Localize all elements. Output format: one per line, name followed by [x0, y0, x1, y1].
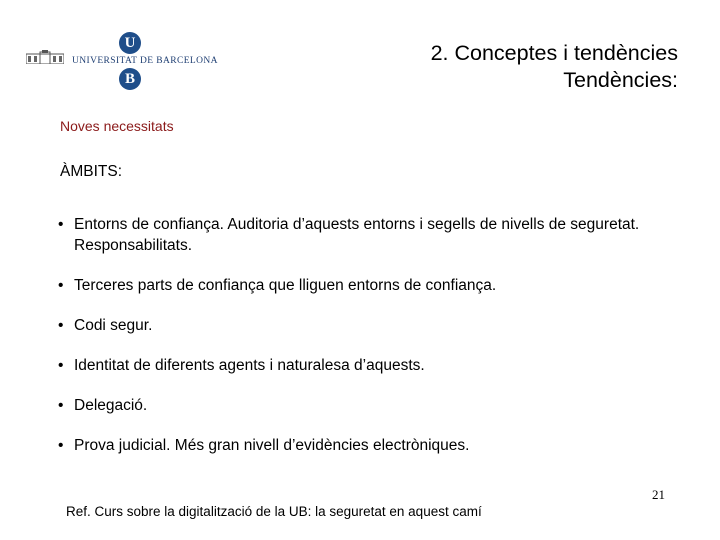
bullet-item: • Identitat de diferents agents i naturalesa d’aquests. — [58, 355, 668, 376]
bullet-item: • Terceres parts de confiança que lliguen entorns de confiança. — [58, 275, 668, 296]
bullet-list — [58, 214, 668, 475]
ambits-heading: ÀMBITS: — [60, 163, 123, 180]
page-number: 21 — [652, 487, 665, 502]
title-line-1: 2. Conceptes i tendències — [430, 41, 678, 65]
bullet-item: • Entorns de confiança. Auditoria d’aquests entorns i segells de nivells de seguretat. Responsabilitats. — [58, 214, 668, 256]
reference-footnote: Ref. Curs sobre la digitalització de la UB: la seguretat en aquest camí — [66, 504, 482, 519]
building-icon — [26, 50, 64, 64]
section-label: Noves necessitats — [60, 118, 174, 134]
university-name: UNIVERSITAT DE BARCELONA — [72, 56, 218, 66]
university-logo — [26, 32, 218, 94]
logo-letter-u: U — [119, 32, 141, 54]
bullet-item: • Prova judicial. Més gran nivell d’evidències electròniques. — [58, 435, 668, 456]
logo-letter-b: B — [119, 68, 141, 90]
bullet-item: • Codi segur. — [58, 315, 668, 336]
slide-title — [431, 40, 678, 94]
title-line-2: Tendències: — [563, 68, 678, 92]
bullet-item: • Delegació. — [58, 395, 668, 416]
